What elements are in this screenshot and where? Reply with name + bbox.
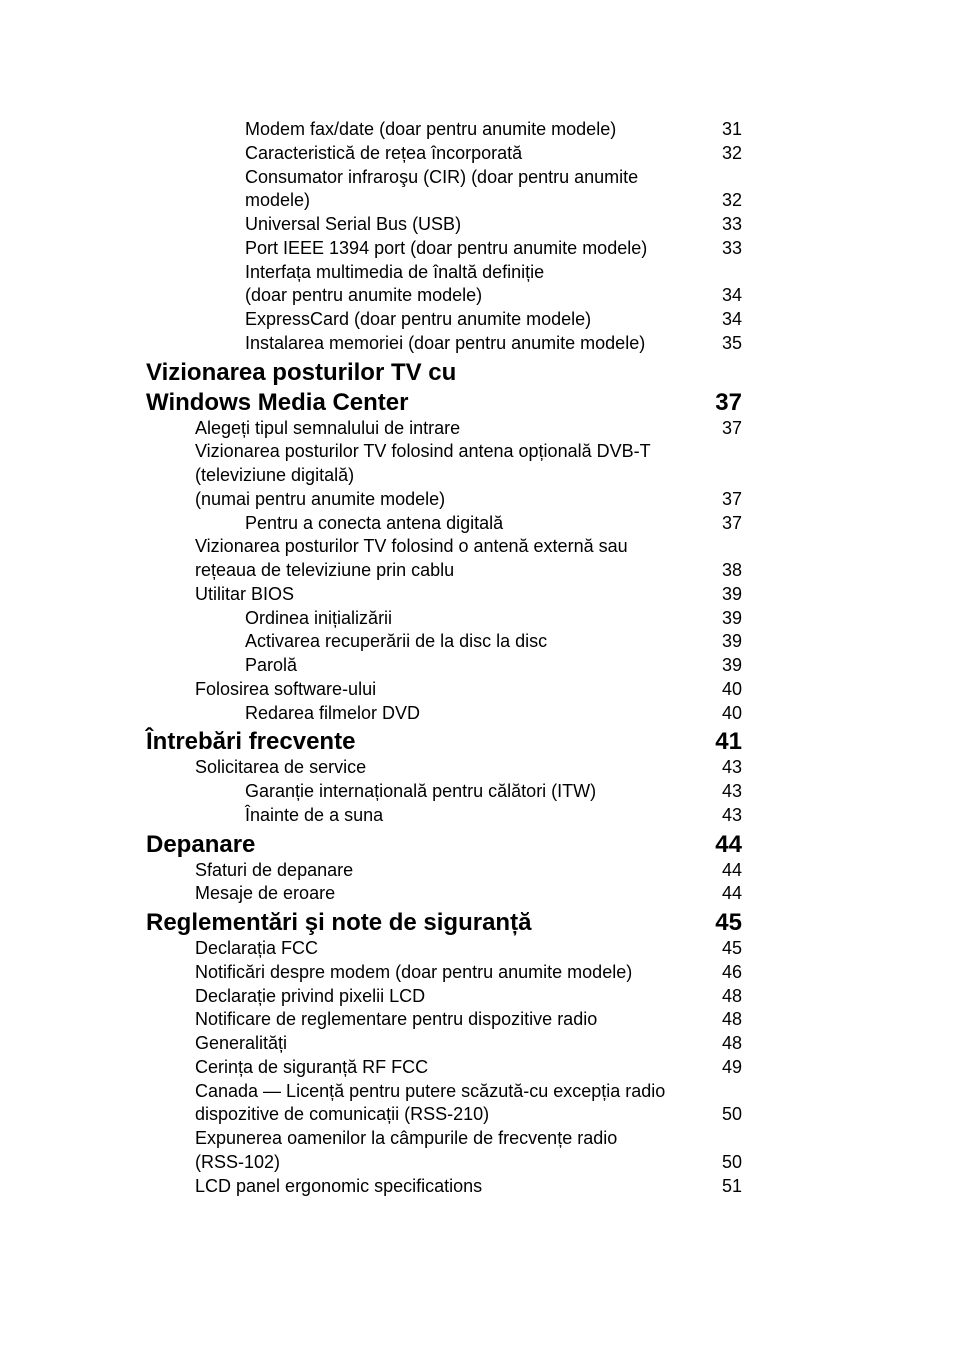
- toc-entry-line: Universal Serial Bus (USB): [245, 214, 462, 234]
- toc-heading-line: Reglementări şi note de siguranță: [146, 909, 532, 936]
- toc-entry-line: Ordinea inițializării: [245, 607, 393, 628]
- toc-entry-line: Declarația FCC: [195, 938, 319, 958]
- toc-entry-line: Expunerea oamenilor la câmpurile de frecvențe radio: [195, 1128, 618, 1148]
- page-number: 45: [715, 909, 742, 936]
- page-number: 39: [721, 583, 742, 604]
- toc-entry-line: Instalarea memoriei (doar pentru anumite modele): [245, 332, 646, 353]
- page-number: 37: [715, 388, 742, 416]
- toc-entry-line: Vizionarea posturilor TV folosind o antenă externă sau: [195, 536, 628, 557]
- toc-entry-line: dispozitive de comunicații (RSS-210): [195, 1104, 490, 1125]
- page-number: 38: [721, 560, 742, 580]
- page-number: 43: [721, 804, 742, 825]
- toc-entry-line: Caracteristică de rețea încorporată: [245, 142, 523, 163]
- toc-heading-line: Întrebări frecvente: [146, 728, 356, 756]
- toc-entry-line: Garanție internațională pentru călători (ITW): [245, 781, 597, 801]
- toc-entry-line: Cerința de siguranță RF FCC: [195, 1056, 429, 1077]
- page-number: 46: [721, 961, 742, 982]
- toc-entry-line: Pentru a conecta antena digitală: [245, 512, 504, 533]
- page-number: 32: [721, 190, 742, 211]
- page-number: 32: [721, 142, 742, 163]
- toc-entry-line: rețeaua de televiziune prin cablu: [195, 560, 455, 580]
- page-number: 48: [721, 1009, 742, 1030]
- toc-entry-line: Redarea filmelor DVD: [245, 702, 421, 723]
- page-number: 49: [721, 1056, 742, 1077]
- toc-entry-line: Solicitarea de service: [195, 757, 367, 778]
- toc-entry-line: LCD panel ergonomic specifications: [195, 1175, 483, 1196]
- page-number: 48: [721, 1033, 742, 1053]
- page-number: 43: [721, 781, 742, 801]
- page-number: 44: [721, 859, 742, 880]
- page-number: 40: [721, 702, 742, 723]
- toc-entry-line: Folosirea software-ului: [195, 678, 377, 699]
- toc-entry-line: Înainte de a suna: [245, 804, 384, 825]
- page-number: 37: [721, 512, 742, 533]
- toc-entry-line: Generalități: [195, 1033, 288, 1053]
- page-number: 48: [721, 985, 742, 1006]
- page-number: 44: [721, 883, 742, 904]
- page-number: 44: [715, 830, 742, 858]
- toc-entry-line: (doar pentru anumite modele): [245, 285, 483, 306]
- page-number: 34: [721, 309, 742, 329]
- toc-entry-line: Modem fax/date (doar pentru anumite modele): [245, 119, 617, 139]
- page-number: 37: [721, 488, 742, 509]
- page-number: 35: [721, 332, 742, 353]
- toc-entry-line: Notificări despre modem (doar pentru anumite modele): [195, 961, 633, 982]
- toc-entry-line: Interfața multimedia de înaltă definiție: [245, 261, 545, 282]
- toc-entry-line: (televiziune digitală): [195, 465, 355, 485]
- page-number: 39: [721, 655, 742, 675]
- toc-entry-line: Alegeți tipul semnalului de intrare: [195, 417, 461, 438]
- toc-entry-line: (numai pentru anumite modele): [195, 488, 446, 509]
- page-number: 40: [721, 678, 742, 699]
- toc-entry-line: Port IEEE 1394 port (doar pentru anumite modele): [245, 237, 648, 258]
- toc-entry-line: Mesaje de eroare: [195, 883, 336, 904]
- toc-entry-line: Sfaturi de depanare: [195, 859, 354, 880]
- page-number: 51: [721, 1175, 742, 1196]
- toc-entry-line: Vizionarea posturilor TV folosind antena opțională DVB-T: [195, 441, 651, 462]
- toc-heading-line: Depanare: [146, 830, 256, 858]
- toc-entry-line: (RSS-102): [195, 1151, 281, 1172]
- toc-entry-line: Notificare de reglementare pentru dispozitive radio: [195, 1009, 598, 1030]
- toc-entry-line: Consumator infraroşu (CIR) (doar pentru anumite: [245, 166, 639, 187]
- page-number: 34: [721, 285, 742, 306]
- page-number: 45: [721, 938, 742, 958]
- toc-entry-line: Canada — Licență pentru putere scăzută-cu excepția radio: [195, 1080, 666, 1101]
- page-number: 39: [721, 631, 742, 652]
- toc-entry-line: Parolă: [245, 655, 298, 675]
- page-number: 33: [721, 214, 742, 234]
- page-number: 39: [721, 607, 742, 628]
- toc-entry-line: Utilitar BIOS: [195, 583, 295, 604]
- page-number: 33: [721, 237, 742, 258]
- page-number: 31: [721, 119, 742, 139]
- toc-entry-line: Declarație privind pixelii LCD: [195, 985, 426, 1006]
- toc-entry-line: ExpressCard (doar pentru anumite modele): [245, 309, 592, 329]
- toc-heading-line: Vizionarea posturilor TV cu: [146, 358, 457, 386]
- page-number: 37: [721, 417, 742, 438]
- toc-entry-line: Activarea recuperării de la disc la disc: [245, 631, 548, 652]
- toc-entry-line: modele): [245, 190, 311, 211]
- page-number: 50: [721, 1151, 742, 1172]
- page-number: 41: [715, 728, 742, 756]
- page-number: 43: [721, 757, 742, 778]
- page-number: 50: [721, 1104, 742, 1125]
- toc-heading-line: Windows Media Center: [146, 388, 409, 416]
